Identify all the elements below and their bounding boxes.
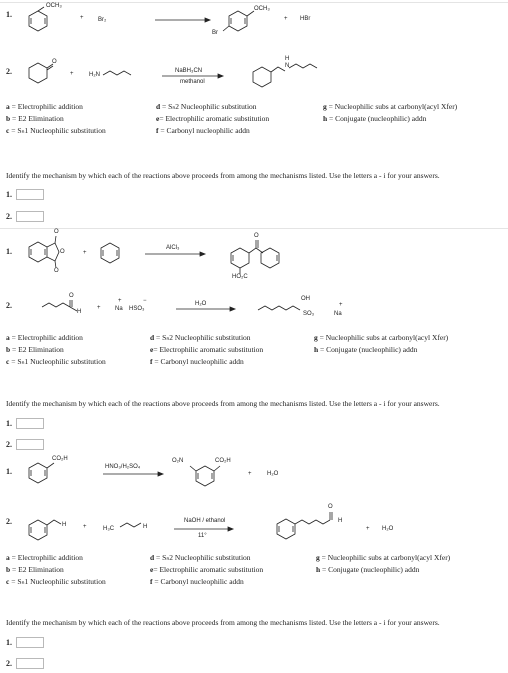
s1-r2-plus: + [70,71,74,77]
s1-r1-product [223,11,254,31]
s1-reaction-2-number: 2. [6,67,12,76]
s2-answer-1-label: 1. [6,419,12,428]
s1-r1-product-och3: OCH₃ [254,6,270,12]
s2-r2-reagent-hso3: HSO₃ [129,306,145,312]
s3-answer-2-label: 2. [6,659,12,668]
s1-r2-arrow-above: NaBH₃CN [175,68,203,74]
s2-r2-reagent-na: Na [115,306,123,312]
s1-option-b: b = E2 Elimination [6,114,64,123]
s2-r2-arrow-above: H₂O [195,301,207,307]
s2-r1-anhydride [29,236,59,268]
s3-r2-reactant-h: H [62,522,67,528]
s2-reaction-2-number: 2. [6,301,12,310]
s1-r1-plus-2: + [284,16,288,22]
s1-instruction: Identify the mechanism by which each of the reactions above proceeds from among the mechanisms listed. Use the letters a - i for your answers. [6,171,440,180]
s3-r2-product [277,512,332,539]
s1-option-g: g = Nucleophilic subs at carbonyl(acyl Xfer) [323,102,458,111]
s3-r1-product [190,466,220,486]
s2-option-b: b = E2 Elimination [6,345,64,354]
s3-option-e: e= Electrophilic aromatic substitution [150,565,264,574]
s3-answer-1-row [6,637,44,648]
s3-r2-arrow-below: 11° [198,533,207,539]
s1-answer-1-label: 1. [6,190,12,199]
s2-r1-product-co2h: HO₂C [232,274,248,280]
s2-option-f: f = Carbonyl nucleophilic addn [150,357,244,366]
s3-r1-arrow-above: HNO₃/H₂SO₄ [105,464,141,470]
s3-r2-product-o: O [328,504,333,510]
section-divider-1 [0,228,508,229]
s1-option-e: e= Electrophilic aromatic substitution [156,114,270,123]
s3-r1-plus: + [248,471,252,477]
s3-r1-product-o2n: O₂N [172,458,184,464]
s2-option-g: g = Nucleophilic subs at carbonyl(acyl Xfer) [314,333,449,342]
s2-r1-reactant-o-ring: O [60,249,65,255]
s3-r1-reactant-co2h: CO₂H [52,456,68,462]
s3-option-d: d = Sₙ2 Nucleophilic substitution [150,553,251,562]
s2-r1-arrow-above: AlCl₃ [166,245,180,251]
s1-r1-reagent: Br₂ [98,17,107,23]
s3-instruction: Identify the mechanism by which each of the reactions above proceeds from among the mechanisms listed. Use the letters a - i for your answers. [6,618,440,627]
s2-answer-1-input[interactable] [16,418,44,429]
s2-option-h: h = Conjugate (nucleophilic) addn [314,345,418,354]
s1-r1-anisole [29,7,47,31]
s3-r2-enal [120,523,141,527]
s1-option-c: c = Sₙ⁠1 Nucleophilic substitution [6,126,106,135]
s3-option-h: h = Conjugate (nucleophilic) addn [316,565,420,574]
s3-r2-arrow-above: NaOH / ethanol [184,518,226,524]
s2-r2-reactant-o: O [69,293,74,299]
s3-answer-1-input[interactable] [16,637,44,648]
s3-r2-byproduct: H₂O [382,526,394,532]
s2-reaction-1-number: 1. [6,247,12,256]
s3-reaction-1-number: 1. [6,467,12,476]
s3-option-a: a = Electrophilic addition [6,553,83,562]
s3-answer-2-input[interactable] [16,658,44,669]
s2-option-a: a = Electrophilic addition [6,333,83,342]
s3-option-g: g = Nucleophilic subs at carbonyl(acyl Xfer) [316,553,451,562]
s1-option-a: a = Electrophilic addition [6,102,83,111]
s1-r2-cyclohexanone [29,63,53,83]
s2-option-e: e= Electrophilic aromatic substitution [150,345,264,354]
s1-r1-product-br: Br [212,30,218,36]
s1-option-d: d = Sₙ2 Nucleophilic substitution [156,102,257,111]
s1-option-h: h = Conjugate (nucleophilic) addn [323,114,427,123]
s1-r2-product-n: N [285,63,290,69]
s1-answer-2-row [6,211,44,222]
s3-answer-1-label: 1. [6,638,12,647]
s1-answer-2-label: 2. [6,212,12,221]
s3-r2-reagent-h3c: H₃C [103,526,115,532]
s2-r2-aldehyde [42,303,70,307]
s3-r2-plus-2: + [366,526,370,532]
s2-option-c: c = Sₙ⁠1 Nucleophilic substitution [6,357,106,366]
s2-r1-reactant-o-top: O [54,229,59,235]
s1-r2-arrow-below: methanol [180,79,205,85]
s3-reaction-2-number: 2. [6,517,12,526]
s2-r2-plus: + [97,305,101,311]
s1-option-f: f = Carbonyl nucleophilic addn [156,126,250,135]
s1-r1-byproduct: HBr [300,16,311,22]
s3-option-f: f = Carbonyl nucleophilic addn [150,577,244,586]
s2-r2-reactant-h: H [77,309,82,315]
s1-r1-plus: + [80,15,84,21]
s2-r1-product [231,240,279,274]
s2-answer-1-row [6,418,44,429]
s2-answer-2-input[interactable] [16,439,44,450]
s2-r2-product-so3: SO₃ [303,311,315,317]
s2-r2-product [258,306,300,310]
s2-option-d: d = Sₙ2 Nucleophilic substitution [150,333,251,342]
s2-r2-product-plus-charge: + [339,302,343,308]
s3-r2-product-h: H [338,518,343,524]
s1-answer-1-row [6,189,44,200]
s2-answer-2-label: 2. [6,440,12,449]
s3-r1-byproduct: H₂O [267,471,279,477]
s3-r2-plus: + [83,524,87,530]
s1-r2-reactant-o: O [52,59,57,65]
s2-answer-2-row [6,439,44,450]
s3-answer-2-row [6,658,44,669]
s1-r2-amine-chain [103,71,131,75]
s1-answer-1-input[interactable] [16,189,44,200]
s3-r1-benzoic-acid [29,463,54,483]
s1-r1-reactant-och3: OCH₃ [46,3,62,9]
s2-r2-hso3-charge: − [143,298,147,304]
s1-r2-reagent: H₂N [89,72,100,78]
s2-r1-plus: + [83,250,87,256]
s2-r1-reactant-o-bottom: O [54,268,59,274]
s2-r1-product-o: O [254,233,259,239]
s3-r1-product-co2h: CO₂H [215,458,231,464]
s1-r2-product-h: H [285,56,290,62]
s2-r2-product-oh: OH [301,296,310,302]
s3-r2-reagent-h: H [143,524,148,530]
s2-r1-benzene [101,243,119,263]
s1-answer-2-input[interactable] [16,211,44,222]
s2-r2-product-na: Na [334,311,342,317]
s2-instruction: Identify the mechanism by which each of the reactions above proceeds from among the mechanisms listed. Use the letters a - i for your answers. [6,399,440,408]
s1-reaction-1-number: 1. [6,10,12,19]
s2-r2-na-charge: + [118,298,122,304]
s3-option-b: b = E2 Elimination [6,565,64,574]
s3-option-c: c = Sₙ⁠1 Nucleophilic substitution [6,577,106,586]
s3-r2-aldehyde [29,520,61,540]
